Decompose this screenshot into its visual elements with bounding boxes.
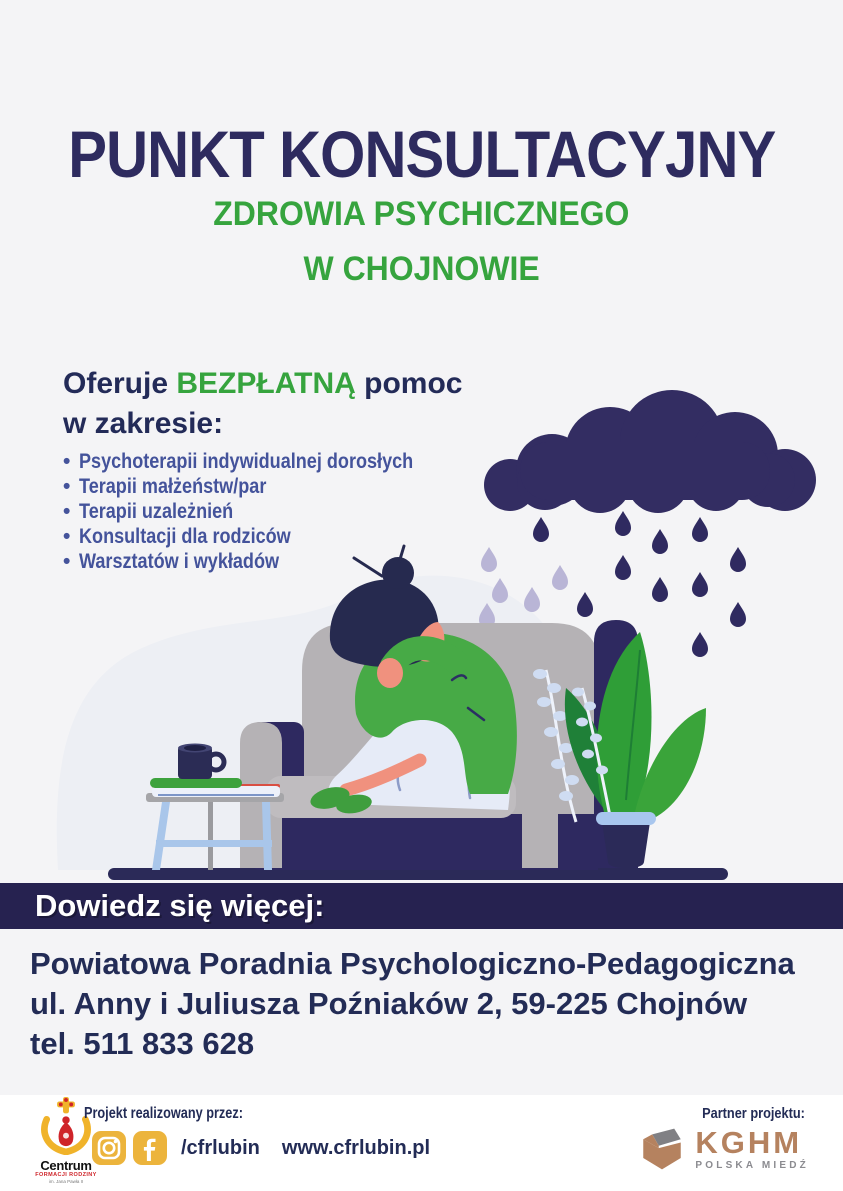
social-row [92,1131,430,1165]
kghm-logo [641,1124,809,1171]
social-handle: /cfrlubin [181,1136,260,1159]
project-label: Projekt realizowany przez: [84,1105,243,1122]
footer [0,1095,843,1191]
kghm-logo-name: KGHM [695,1124,803,1160]
contact-phone: tel. 511 833 628 [30,1026,255,1061]
rain-cloud-icon [484,390,816,513]
list-item: • Terapii małżeństw/par [63,474,468,499]
list-item: • Konsultacji dla rodziców [63,524,468,549]
kghm-logo-text [695,1124,809,1171]
centrum-logo-name: Centrum [40,1158,92,1173]
list-item: • Psychoterapii indywidualnej dorosłych [63,449,468,474]
instagram-icon [92,1131,126,1165]
centrum-logo-subline2: im. Jana Pawła II [48,1179,84,1184]
contact-block [30,944,820,1064]
list-item: • Warsztatów i wykładów [63,549,468,574]
contact-address: ul. Anny i Juliusza Poźniaków 2, 59-225 Chojnów [30,986,748,1021]
sad-person-illustration [0,370,843,883]
centrum-logo-subline1: FORMACJI RODZINY [35,1172,97,1178]
website-text: www.cfrlubin.pl [281,1136,431,1159]
list-item: • Terapii uzależnień [63,499,468,524]
partner-label: Partner projektu: [702,1105,805,1122]
facebook-icon [133,1131,167,1165]
kghm-logo-icon [641,1127,683,1171]
offer-heading-prefix: Oferuje [63,367,169,400]
offer-heading-highlight: BEZPŁATNĄ [176,367,356,400]
poster-subtitle-line1: ZDROWIA PSYCHICZNEGO [213,195,630,233]
banner-label: Dowiedz się więcej: [35,888,325,923]
poster-subtitle-line2: W CHOJNOWIE [303,250,540,288]
kghm-logo-tagline: POLSKA MIEDŹ [695,1159,809,1171]
contact-organization: Powiatowa Poradnia Psychologiczno-Pedagogiczna [30,946,795,981]
offer-heading-line2: w zakresie: [63,407,224,440]
banner [0,883,843,929]
page-title-text: PUNKT KONSULTACYJNY [67,117,776,191]
page-title [0,117,843,191]
offer-heading-suffix: pomoc [364,367,463,400]
